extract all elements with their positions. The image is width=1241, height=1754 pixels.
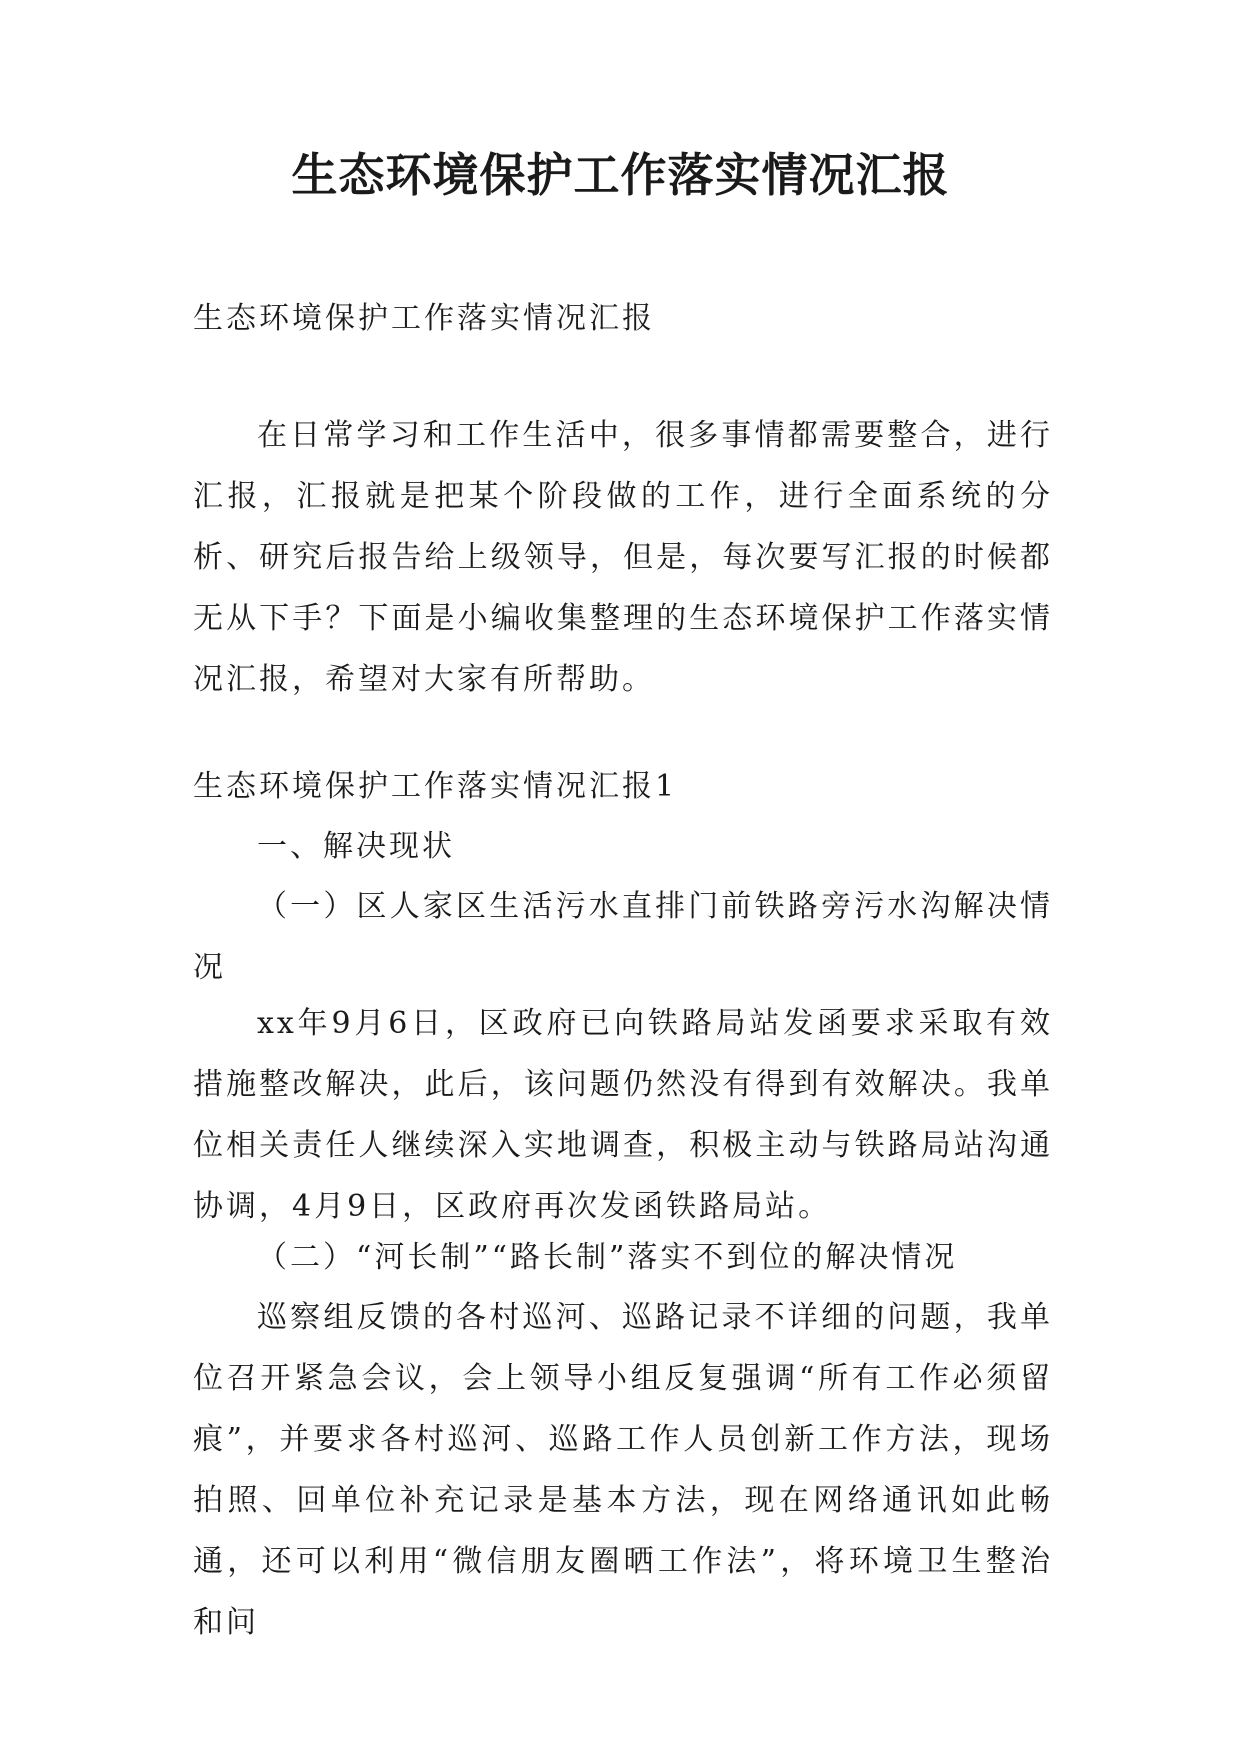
document-subtitle: 生态环境保护工作落实情况汇报	[193, 301, 655, 336]
intro-paragraph: 在日常学习和工作生活中，很多事情都需要整合，进行汇报，汇报就是把某个阶段做的工作，进行全面系统的分析、研究后报告给上级领导，但是，每次要写汇报的时候都无从下手？下面是小编收集整理的生态环境保护工作落实情况汇报，希望对大家有所帮助。	[193, 418, 1053, 697]
heading-level-2-second: （二）“河长制”“路长制”落实不到位的解决情况	[257, 1240, 958, 1275]
body-paragraph-2: 巡察组反馈的各村巡河、巡路记录不详细的问题，我单位召开紧急会议，会上领导小组反复强调“所有工作必须留痕”，并要求各村巡河、巡路工作人员创新工作方法，现场拍照、回单位补充记录是基本方法，现在网络通讯如此畅通，还可以利用“微信朋友圈晒工作法”，将环境卫生整治和问	[193, 1300, 1053, 1640]
section-heading: 生态环境保护工作落实情况汇报1	[193, 769, 678, 804]
heading-level-2-first: （一）区人家区生活污水直排门前铁路旁污水沟解决情况	[193, 889, 1053, 985]
document-title: 生态环境保护工作落实情况汇报	[291, 148, 950, 202]
body-paragraph-1: xx年9月6日，区政府已向铁路局站发函要求采取有效措施整改解决，此后，该问题仍然没有得到有效解决。我单位相关责任人继续深入实地调查，积极主动与铁路局站沟通协调，4月9日，区政府再次发函铁路局站。	[193, 1006, 1053, 1224]
heading-level-1: 一、解决现状	[257, 829, 455, 864]
